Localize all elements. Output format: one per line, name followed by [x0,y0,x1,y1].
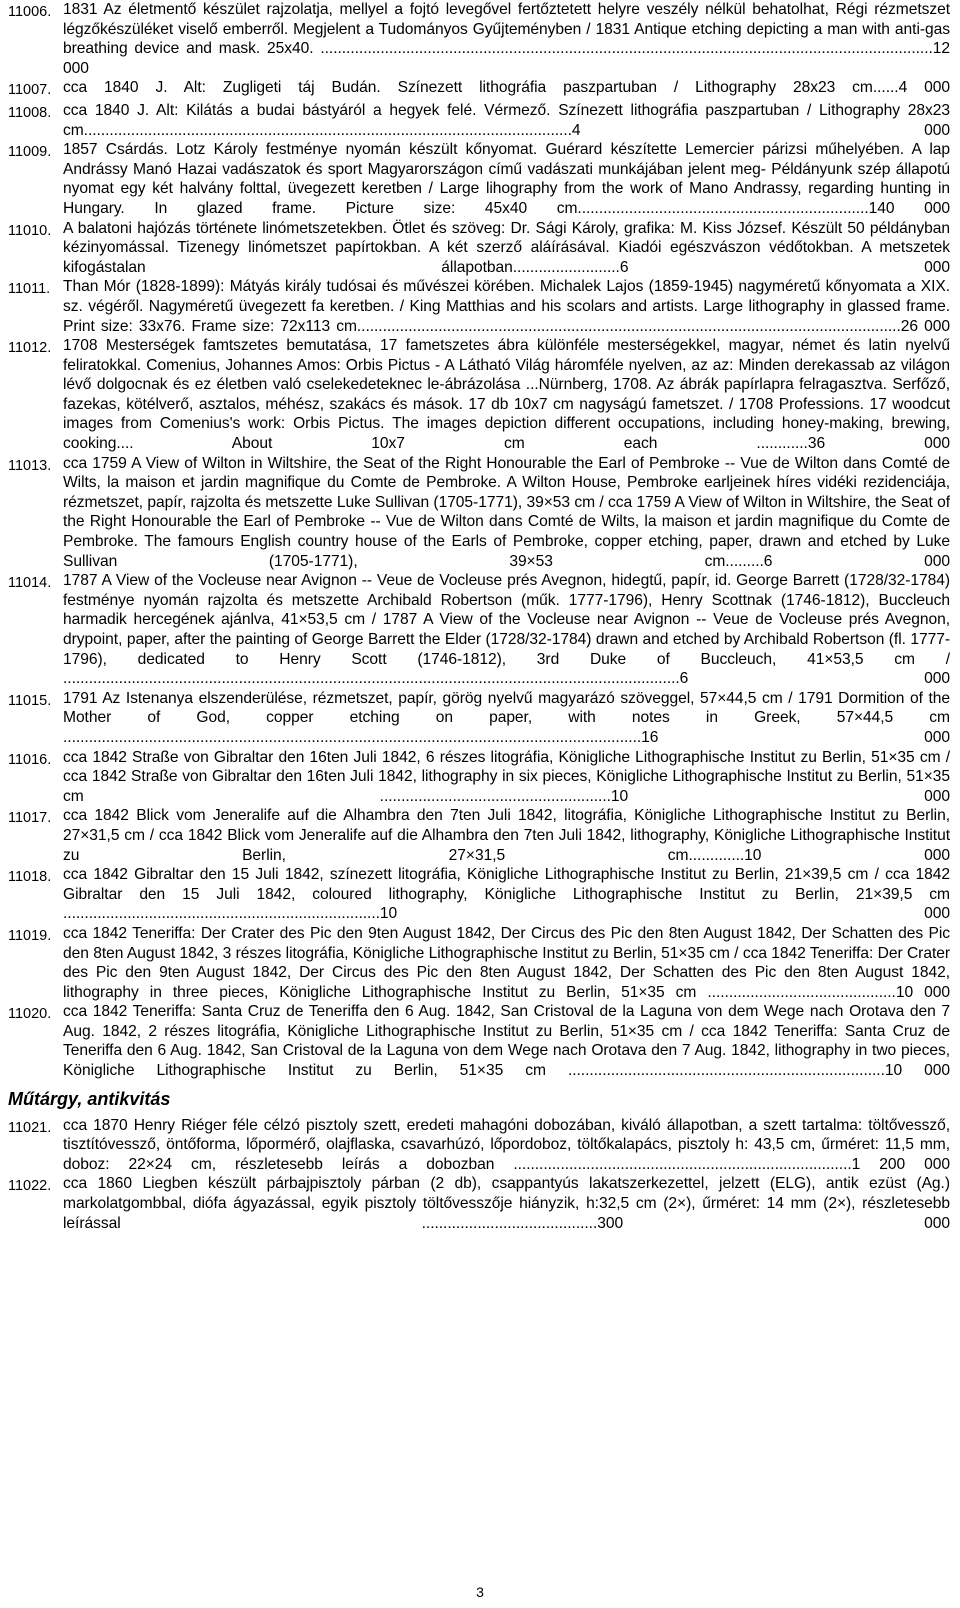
entry-description: cca 1842 Teneriffa: Santa Cruz de Teneriffa den 6 Aug. 1842, San Cristoval de la Laguna von dem Wege nach Orotava den 7 Aug. 1842, 2 részes litográfia, Königliche Lithographische Institut zu Berlin, 51×35 cm / cca 1842 Teneriffa: Santa Cruz de Teneriffa den 6 Aug. 1842, San Cristoval de la Laguna von dem Wege nach Orotava den 7 Aug. 1842, lithography in two pieces, Königliche Lithographische Institut zu Berlin, 51×35 cm ..........................................................................10 000 [63,1003,950,1080]
entry-number: 11021. [8,1119,52,1136]
catalog-entry [8,806,960,865]
catalog-entry [8,865,960,924]
entry-number: 11020. [8,1006,52,1023]
entry-description: cca 1860 Liegben készült párbajpisztoly párban (2 db), csappantyús lakatszerkezettel, jelzett (ELG), antik ezüst (Ag.) markolatgombbal, diófa ágyazással, egyik pisztoly töltővesszője hiányzik, h:32,5 cm (2×), űrméret: 14 mm (2×), részletesebb leírással .........................................300 000 [63,1175,950,1232]
entry-number: 11022. [8,1178,52,1195]
entry-number: 11010. [8,222,52,239]
entry-number: 11017. [8,810,52,827]
entry-number: 11011. [8,281,51,298]
entry-description: cca 1842 Gibraltar den 15 Juli 1842, színezett litográfia, Königliche Lithographische Institut zu Berlin, 21×39,5 cm / cca 1842 Gibraltar den 15 Juli 1842, coloured lithography, Königliche Lithographische Institut zu Berlin, 21×39,5 cm ..........................................................................10 000 [63,866,950,923]
entry-number: 11006. [8,4,52,20]
entry-description: 1857 Csárdás. Lotz Károly festménye nyomán készült kőnyomat. Guérard készítette Lemercier párizsi műhelyében. A lap Andrássy Manó Hazai vadászatok és sport Magyarországon című vadászati munkájában jelent meg- Példányunk szép állapotú nyomat egy két halvány folttal, üvegezett keretben / Large lihography from the work of Mano Andrassy, regarding hunting in Hungary. In glazed frame. Picture size: 45x40 cm....................................................................140 000 [63,141,950,217]
catalog-entry [8,78,960,101]
catalog-entry [8,748,960,807]
entry-description: 1787 A View of the Vocleuse near Avignon -- Veue de Vocleuse prés Avegnon, hidegtű, papír, id. George Barrett (1728/32-1784) festménye nyomán rajzolta és metszette Archibald Robertson (műk. 1777-1796), Henry Scottnak (1746-1812), Buccleuch harmadik hercegének ajánlva, 41×53,5 cm / 1787 A View of the Vocleuse near Avignon -- Veue de Vocleuse prés Avegnon, drypoint, paper, after the painting of George Barrett the Elder (1728/32-1784) drawn and etched by Archibald Robertson (fl. 1777-1796), dedicated to Henry Scott (1746-1812), 3rd Duke of Buccleuch, 41×53,5 cm / ................................................................................................................................................6 000 [63,572,950,688]
entry-description: 1708 Mesterségek famtszetes bemutatása, 17 fametszetes ábra különféle mesterségekkel, magyar, német és latin nyelvű feliratokkal. Comenius, Johannes Amos: Orbis Pictus - A Látható Világ háromféle nyelven, az az: Minden derekassab az világon lévő dolgocnak és ez életben való cselekedeteknec le-ábrázolása ...Nürnberg, 1708. Az ábrák papírlapra felragasztva. Serfőző, fazekas, kötélverő, asztalos, méhész, szakács és mások. 17 db 10x7 cm nagyságú fametszet. / 1708 Professions. 17 woodcut images from Comenius's work: Orbis Pictus. The images depiction different occupations, including honey-making, brewing, cooking.... About 10x7 cm each ............36 000 [63,337,950,453]
entry-description: Than Mór (1828-1899): Mátyás király tudósai és művészei körében. Michalek Lajos (1859-1945) nagyméretű kőnyomata a XIX. sz. végéről. Nagyméretű üvegezett fa keretben. / King Matthias and his scolars and artists. Large lithography in glassed frame. Print size: 33x76. Frame size: 72x113 cm...............................................................................................................................26 000 [63,278,950,335]
entry-number: 11016. [8,751,52,768]
catalog-entry [8,1002,960,1080]
entry-number: 11008. [8,104,52,121]
entry-number: 11014. [8,575,52,592]
entry-description: cca 1840 J. Alt: Kilátás a budai bástyáról a hegyek felé. Vérmező. Színezett lithográfia paszpartuban / Lithography 28x23 cm..................................................................................................................4 000 [63,101,950,139]
catalog-entry [8,454,960,572]
catalog-entry [8,219,960,278]
entry-number: 11018. [8,869,52,886]
catalog-entry [8,924,960,1002]
entry-description: cca 1842 Teneriffa: Der Crater des Pic den 9ten August 1842, Der Circus des Pic den 8ten August 1842, Der Schatten des Pic den 8ten August 1842, 3 részes litográfia, Königliche Lithographische Institut zu Berlin, 51×35 cm / cca 1842 Teneriffa: Der Crater des Pic den 9ten August 1842, Der Circus des Pic den 8ten August 1842, Der Schatten des Pic den 8ten August 1842, lithography in three pieces, Königliche Lithographische Institut zu Berlin, 51×35 cm ............................................10 000 [63,924,950,1001]
entry-description: 1831 Az életmentő készület rajzolatja, mellyel a fojtó levegővel fertőztetett helyre veszély nélkül behatolhat, Régi rézmetszet légzőkészüléket viselő emberről. Megjelent a Tudományos Gyűjteményben / 1831 Antique etching depicting a man with anti-gas breathing device and mask. 25x40. ...............................................................................................................................................12 000 [63,1,950,77]
entry-description: cca 1842 Blick vom Jeneralife auf die Alhambra den 7ten Juli 1842, litográfia, Königliche Lithographische Institut zu Berlin, 27×31,5 cm / cca 1842 Blick vom Jeneralife auf die Alhambra den 7ten Juli 1842, lithography, Königliche Lithographische Institut zu Berlin, 27×31,5 cm.............10 000 [63,807,950,864]
entry-number: 11019. [8,927,52,944]
catalog-entry [8,689,960,748]
entry-number: 11012. [8,340,52,357]
section-title: Műtárgy, antikvitás [8,1088,171,1109]
entry-number: 11009. [8,144,52,161]
catalog-entry [8,336,960,454]
entry-description: cca 1759 A View of Wilton in Wiltshire, the Seat of the Right Honourable the Earl of Pembroke -- Vue de Wilton dans Comté de Wilts, la maison et jardin magnifique du Comte de Pembroke. A Wilton House, Pembroke earljeinek híres vidéki rezidenciája, rézmetszet, papír, rajzolta és metszette Luke Sullivan (1705-1771), 39×53 cm / cca 1759 A View of Wilton in Wiltshire, the Seat of the Right Honourable the Earl of Pembroke -- Vue de Wilton dans Comté de Wilts, la maison et jardin magnifique du Comte de Pembroke. The famours English country house of the Earls of Pembroke, copper etching, paper, drawn and etched by Luke Sullivan (1705-1771), 39×53 cm.........6 000 [63,454,950,570]
entry-description: 1791 Az Istenanya elszenderülése, rézmetszet, papír, görög nyelvű magyarázó szöveggel, 57×44,5 cm / 1791 Dormition of the Mother of God, copper etching on paper, with notes in Greek, 57×44,5 cm .......................................................................................................................................16 000 [63,689,950,746]
entry-description: A balatoni hajózás története linómetszetekben. Ötlet és szöveg: Dr. Sági Károly, grafika: M. Kiss József. Készült 50 példányban kézinyomással. Tizenegy linómetszet papírtokban. A két szerző aláírásával. Kiadói egészvászon védőtokban. A metszetek kifogástalan állapotban.........................6 000 [63,219,950,276]
entry-description: cca 1870 Henry Riéger féle célzó pisztoly szett, eredeti mahagóni dobozában, kiváló állapotban, a szett tartalma: töltővessző, tisztítóvessző, öntőforma, lőpormérő, olajflaska, csavarhúzó, lőpordoboz, töltőkalapács, pisztoly h: 43,5 cm, űrméret: 11,5 mm, doboz: 22×24 cm, részletesebb leírás a dobozban ...............................................................................1 200 000 [63,1116,950,1173]
entry-number: 11015. [8,692,52,709]
entry-number: 11007. [8,82,52,99]
section-entries-list [8,1116,960,1234]
entry-description: cca 1842 Straße von Gibraltar den 16ten Juli 1842, 6 részes litográfia, Königliche Lithographische Institut zu Berlin, 51×35 cm / cca 1842 Straße von Gibraltar den 16ten Juli 1842, lithography in six pieces, Königliche Lithographische Institut zu Berlin, 51×35 cm ......................................................10 000 [63,748,950,805]
entry-number: 11013. [8,457,52,474]
page-number: 3 [476,1584,484,1600]
catalog-entry [8,277,960,336]
catalog-entry [8,140,960,218]
catalog-items [8,0,960,1233]
entry-description: cca 1840 J. Alt: Zugligeti táj Budán. Színezett lithográfia paszpartuban / Lithography 28x23 cm......4 000 [63,79,950,97]
catalog-entry [8,571,960,689]
entries-list [8,0,960,1081]
catalog-entry [8,1174,960,1233]
catalog-entry [8,0,960,78]
catalog-entry [8,101,960,140]
catalog-entry [8,1116,960,1175]
